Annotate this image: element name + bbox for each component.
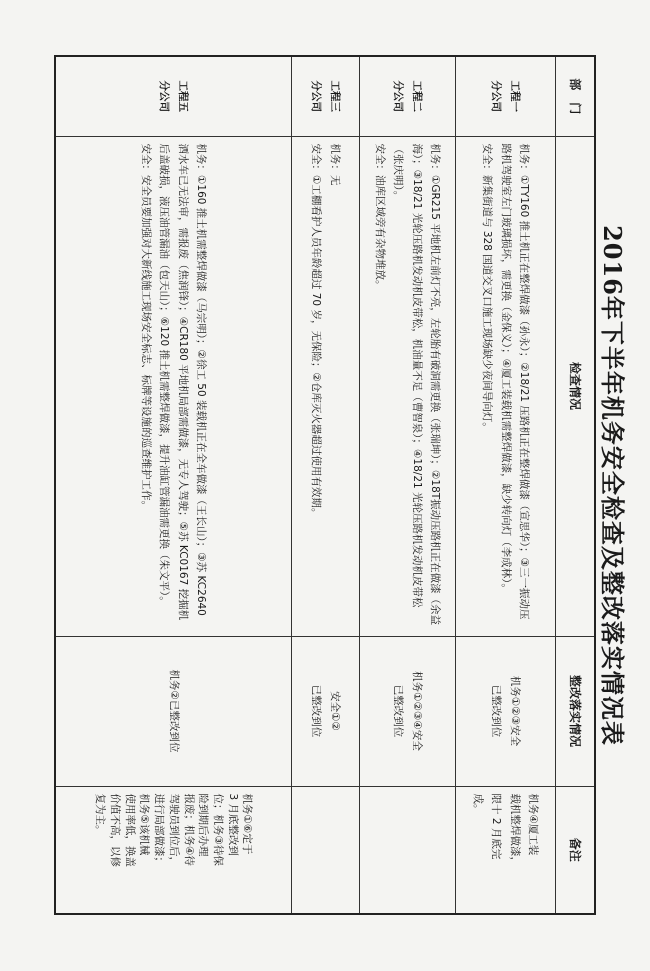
fix-cell: 机务①②③④安全 已整改到位 <box>360 636 456 786</box>
table-row <box>292 56 360 914</box>
dept-cell: 工程三 分公司 <box>292 56 360 136</box>
inspection-table <box>54 55 596 915</box>
table-header-row <box>556 56 596 914</box>
check-machinery: 机务：①GR215 平地机左前灯不亮，左轮胎有破洞需更换（张瑞坤）；②18T振动压路机正在做漆（余益海）；③18/21 光轮压路机发动机皮带松，机油量不足（曹智泉）；④18/21 光轮压路机发动机皮带松（张庆明）。 <box>392 143 442 626</box>
check-cell <box>55 136 292 636</box>
check-machinery: 机务：①TY160 推土机正在整焊做漆（孙永）；②18/21 压路机正在整焊做漆（宣思华）；③三一振动压路机驾驶室左门玻璃损坏，需更换（金保义）；④厦工装载机需整焊做漆，缺少转向灯（李成林）。 <box>499 143 531 620</box>
table-row <box>360 56 456 914</box>
check-safety: 安全：油库区域旁有杂物堆放。 <box>374 143 387 291</box>
dept-cell: 工程二 分公司 <box>360 56 456 136</box>
check-cell <box>456 136 556 636</box>
note-cell: 机务④厦工装 载机整焊做漆， 限十 2 月底完 成。 <box>456 786 556 914</box>
table-row <box>55 56 292 914</box>
note-cell: 机务①⑥定于 3 月底整改到 位；机务③待保 险到期后办理 报废；机务④待 驾驶员到位后， 进行局部做漆； 机务⑤该机械 使用率低，换盖 价值不高，以修 复为主。 <box>55 786 292 914</box>
check-safety: 安全：安全员要加强对大新线施工现场安全标志、标牌等设施的巡查维护工作。 <box>140 143 153 511</box>
check-machinery: 机务：无 <box>328 143 341 186</box>
header-check: 检查情况 <box>556 136 596 636</box>
header-fix: 整改落实情况 <box>556 636 596 786</box>
header-note: 备注 <box>556 786 596 914</box>
dept-cell: 工程五 分公司 <box>55 56 292 136</box>
document-title: 2016年下半年机务安全检查及整改落实情况表 <box>598 225 627 746</box>
check-cell <box>292 136 360 636</box>
check-machinery: 机务：①160 推土机需整焊做漆（马宗明）；②徐工 50 装载机正在全车做漆（王长山）；③苏 KC2640 洒水车已无法审，需报废（焦润锋）；④CR180 平地机局部需做漆，无专人驾驶；⑤苏 KC0167 挖掘机后盖破损，液压油管漏油（包天山）；⑥120 推土机需整焊做漆，提升油缸管漏油需更换（朱文平）。 <box>158 143 208 621</box>
note-cell <box>292 786 360 914</box>
check-cell <box>360 136 456 636</box>
table-row <box>456 56 556 914</box>
dept-cell: 工程一 分公司 <box>456 56 556 136</box>
fix-cell: 机务①②③安全 已整改到位 <box>456 636 556 786</box>
note-cell <box>360 786 456 914</box>
check-safety: 安全：①工棚看护人员年龄超过 70 岁，无保险；②仓库灭火器超过使用有效期。 <box>310 143 323 519</box>
fix-cell: 安全①② 已整改到位 <box>292 636 360 786</box>
header-dept: 部 门 <box>556 56 596 136</box>
check-safety: 安全：新集街道与 328 国道交叉口施工现场缺少夜间导向灯。 <box>481 143 494 433</box>
fix-cell: 机务②已整改到位 <box>55 636 292 786</box>
